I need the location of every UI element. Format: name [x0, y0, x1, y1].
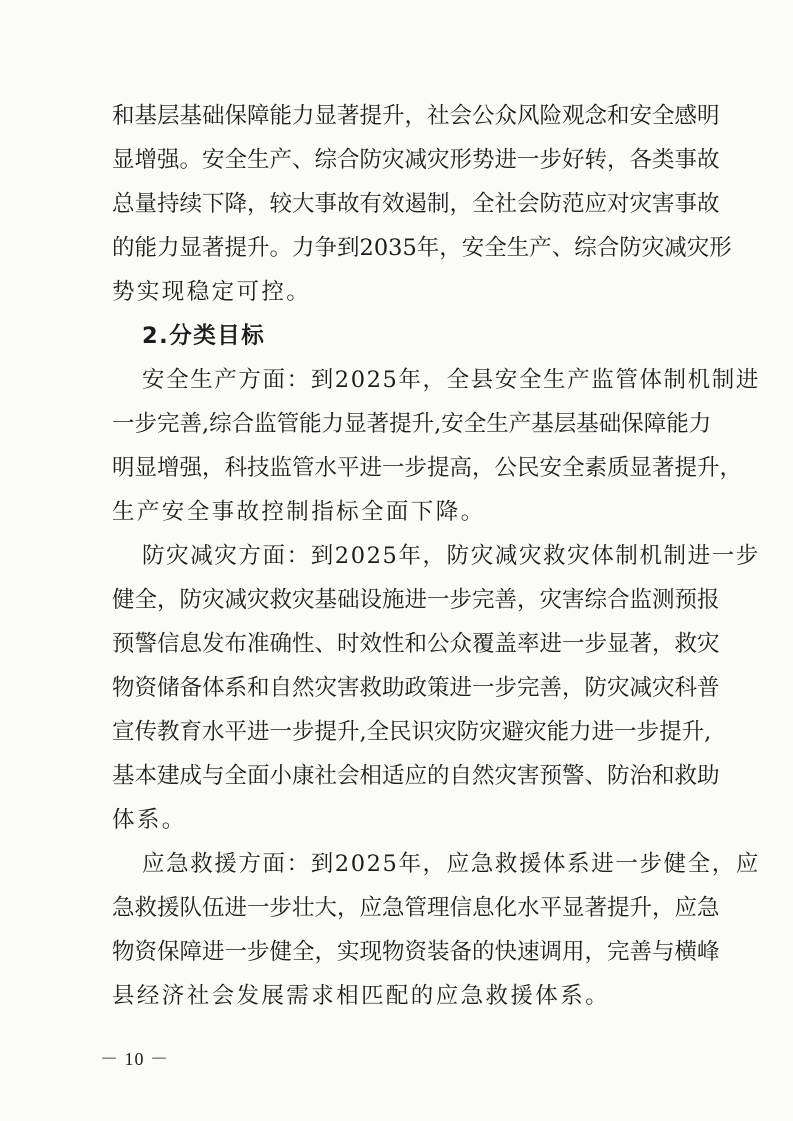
section-heading: 2.分类目标	[142, 323, 266, 349]
body-text-line: 物资储备体系和自然灾害救助政策进一步完善，防灾减灾科普	[112, 675, 720, 701]
body-text-line: 和基层基础保障能力显著提升，社会公众风险观念和安全感明	[112, 103, 720, 129]
body-text-line: 显增强。安全生产、综合防灾减灾形势进一步好转，各类事故	[112, 147, 720, 173]
body-text-line: 明显增强，科技监管水平进一步提高，公民安全素质显著提升，	[112, 455, 743, 481]
body-text-line: 生产安全事故控制指标全面下降。	[112, 499, 486, 525]
body-text-line: 急救援队伍进一步壮大，应急管理信息化水平显著提升，应急	[112, 895, 720, 921]
body-text-line: 的能力显著提升。力争到2035年，安全生产、综合防灾减灾形	[112, 235, 732, 261]
body-text-line: 宣传教育水平进一步提升,全民识灾防灾避灾能力进一步提升,	[112, 719, 712, 745]
body-text-line: 预警信息发布准确性、时效性和公众覆盖率进一步显著，救灾	[112, 631, 720, 657]
page-number: － 10 －	[100, 1049, 169, 1069]
body-text-line: 势实现稳定可控。	[112, 279, 312, 305]
body-text-line: 一步完善,综合监管能力显著提升,安全生产基层基础保障能力	[112, 411, 712, 437]
body-text-line: 防灾减灾方面：到2025年，防灾减灾救灾体制机制进一步	[142, 543, 760, 569]
body-text-line: 健全，防灾减灾救灾基础设施进一步完善，灾害综合监测预报	[112, 587, 720, 613]
body-text-line: 基本建成与全面小康社会相适应的自然灾害预警、防治和救助	[112, 763, 720, 789]
body-text-line: 体系。	[112, 807, 187, 833]
body-text-line: 物资保障进一步健全，实现物资装备的快速调用，完善与横峰	[112, 939, 720, 965]
body-text-line: 应急救援方面：到2025年，应急救援体系进一步健全，应	[142, 851, 760, 877]
body-text-line: 安全生产方面：到2025年，全县安全生产监管体制机制进	[142, 367, 760, 393]
body-text-line: 县经济社会发展需求相匹配的应急救援体系。	[112, 983, 611, 1009]
body-text-line: 总量持续下降，较大事故有效遏制，全社会防范应对灾害事故	[112, 191, 720, 217]
